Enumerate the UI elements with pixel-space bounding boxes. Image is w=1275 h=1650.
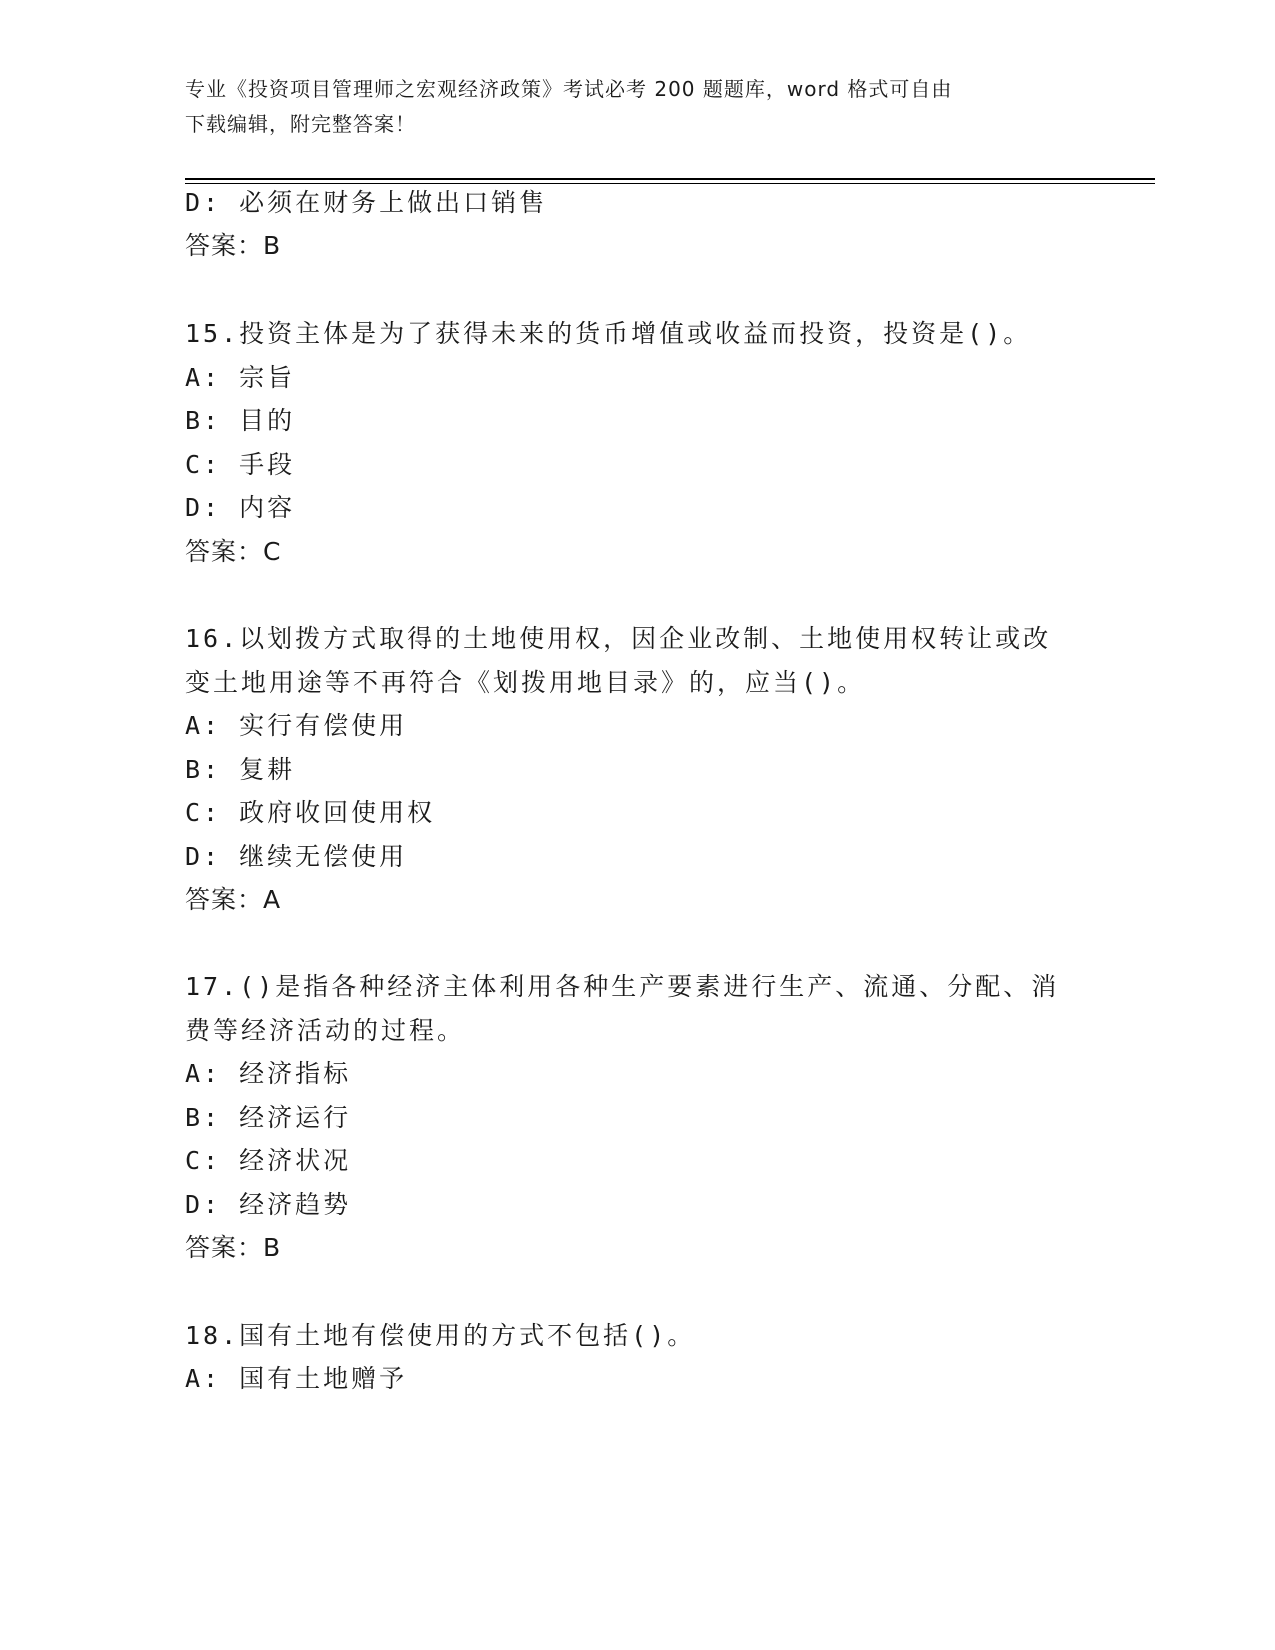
q15-option-d: D: 内容 bbox=[185, 493, 296, 522]
q15-stem: 15.投资主体是为了获得未来的货币增值或收益而投资，投资是()。 bbox=[185, 319, 1032, 348]
prev-answer: 答案：B bbox=[185, 231, 282, 260]
q15-option-b: B: 目的 bbox=[185, 406, 296, 435]
q17-option-a: A: 经济指标 bbox=[185, 1059, 352, 1088]
q16-stem-line-2: 变土地用途等不再符合《划拨用地目录》的，应当()。 bbox=[185, 668, 866, 697]
header-line-1: 专业《投资项目管理师之宏观经济政策》考试必考 200 题题库，word 格式可自由 bbox=[185, 77, 953, 101]
header-line-2: 下载编辑，附完整答案！ bbox=[185, 112, 416, 136]
header-divider-thick bbox=[185, 178, 1155, 180]
q16-option-a: A: 实行有偿使用 bbox=[185, 711, 408, 740]
q16-option-d: D: 继续无偿使用 bbox=[185, 842, 408, 871]
document-header bbox=[185, 72, 1075, 142]
q15-option-a: A: 宗旨 bbox=[185, 363, 296, 392]
q18-stem: 18.国有土地有偿使用的方式不包括()。 bbox=[185, 1321, 696, 1350]
q17-answer: 答案：B bbox=[185, 1233, 282, 1262]
q17-stem-line-1: 17.()是指各种经济主体利用各种生产要素进行生产、流通、分配、消 bbox=[185, 972, 1060, 1001]
q17-option-c: C: 经济状况 bbox=[185, 1146, 352, 1175]
q16-stem-line-1: 16.以划拨方式取得的土地使用权，因企业改制、土地使用权转让或改 bbox=[185, 624, 1052, 653]
q18-option-a: A: 国有土地赠予 bbox=[185, 1364, 408, 1393]
q16-answer: 答案：A bbox=[185, 885, 282, 914]
header-divider-thin bbox=[185, 183, 1155, 184]
q16-option-b: B: 复耕 bbox=[185, 755, 296, 784]
q17-stem-line-2: 费等经济活动的过程。 bbox=[185, 1016, 466, 1045]
q17-option-d: D: 经济趋势 bbox=[185, 1190, 352, 1219]
q15-option-c: C: 手段 bbox=[185, 450, 296, 479]
q15-answer: 答案：C bbox=[185, 537, 282, 566]
q17-option-b: B: 经济运行 bbox=[185, 1103, 352, 1132]
q16-option-c: C: 政府收回使用权 bbox=[185, 798, 436, 827]
prev-option-d: D: 必须在财务上做出口销售 bbox=[185, 188, 548, 217]
